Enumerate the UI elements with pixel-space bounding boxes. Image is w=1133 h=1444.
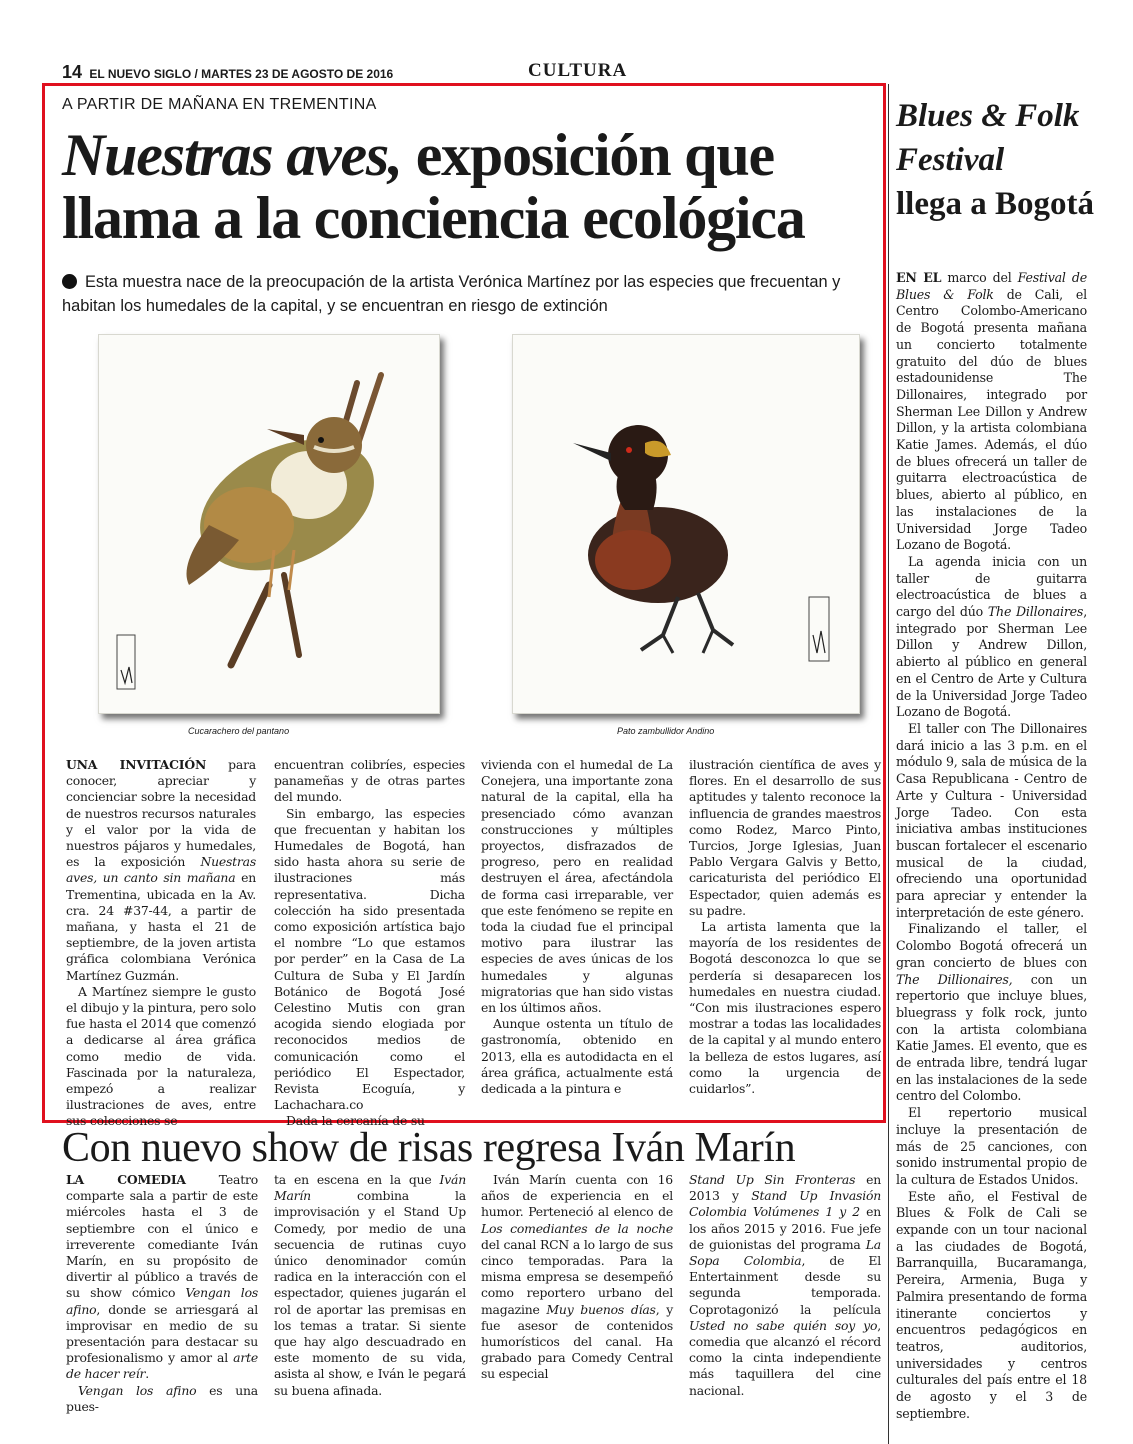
bottom-col1-p2-b: es una pues- <box>66 1382 258 1414</box>
bottom-col4-c: , de El Entertainment desde su segunda temporada. Coprotagonizó la película <box>689 1253 881 1317</box>
bottom-col4-italic-1: Stand Up Sin Fronteras <box>689 1172 856 1187</box>
side-p2-b: , integrado por Sherman Lee Dillon y Andrew Dillon, abierto al público en general en el Centro de Arte y Cultura de la Universidad Jorge Tadeo Lozano de Bogotá. <box>896 604 1087 720</box>
main-col4-p2: La artista lamenta que la mayoría de los residentes de Bogotá desconozca lo que se perdería si desaparecen los humedales en nuestra ciudad. “Con mis ilustraciones espero mostrar a todas las localidades de la capital y al mundo entero la belleza de estos lugares, así como la urgencia de cuidarlos”. <box>689 919 881 1097</box>
bottom-col-2 <box>274 1172 466 1399</box>
side-p4-italic: The Dillionaires, <box>896 971 1013 987</box>
side-article-body <box>896 270 1087 1423</box>
caption-right: Pato zambullidor Andino <box>617 726 715 736</box>
side-p5: El repertorio musical incluye la presentación de más de 25 canciones, con sonido instrumental propio de la cultura de Estados Unidos. <box>896 1105 1087 1187</box>
caption-left: Cucarachero del pantano <box>188 726 290 736</box>
bottom-col3-italic-2: Muy buenos días <box>546 1301 656 1317</box>
bottom-col-3 <box>481 1172 673 1383</box>
main-col1-p2: A Martínez siempre le gusto el dibujo y la pintura, pero solo fue hasta el 2014 que comenzó a dedicarse al área gráfica como medio de vida. Fascinada por la naturaleza, empezó a realizar ilustraciones de aves, entre sus colecciones se <box>66 983 256 1129</box>
bottom-col4-b: en los años 2015 y 2016. Fue jefe de guionistas del programa <box>689 1204 881 1252</box>
main-col1-text-a: para conocer, apreciar y concienciar sobre la necesidad de nuestros recursos naturales y el valor por la vida de nuestros pájaros y humedales, es la exposición <box>66 757 256 870</box>
bird-illustration-grebe <box>513 335 859 713</box>
main-col2-p3: Dada la cercanía de su <box>286 1113 425 1129</box>
bottom-col3-italic-1: Los comediantes de la noche <box>481 1220 673 1236</box>
bottom-col4-italic-2: Stand Up Invasión Colombia Volúmenes 1 y 2 <box>689 1188 881 1220</box>
side-headline-italic: Blues & Folk Festival <box>896 98 1080 178</box>
bottom-col3-a: Iván Marín cuenta con 16 años de experiencia en el humor. Perteneció al elenco de <box>481 1172 673 1220</box>
bottom-col1-italic-2: arte de hacer reír <box>66 1350 258 1382</box>
side-p4-a: Finalizando el taller, el Colombo Bogotá ofrecerá un gran concierto de blues con <box>896 921 1087 970</box>
page-number: 14 <box>62 62 83 82</box>
article-headline <box>62 124 882 250</box>
bird-illustration-grebe-frame <box>512 334 860 714</box>
side-lead: EN EL <box>896 270 942 285</box>
main-col3-p1: vivienda con el humedal de La Conejera, una importante zona natural de la capital, ella ha presenciado cómo avanzan construcciones y múltiples proyectos, disfrazados de progreso, pero en realidad destruyen el área, afectándola de forma casi irreparable, ver que este fenómeno se repite en toda la ciudad fue el principal motivo para ilustrar las especies de aves únicas de los humedales y algunas migratorias que han sido vistas en los últimos años. <box>481 757 673 1016</box>
side-p6: Este año, el Festival de Blues & Folk de Cali se expande con un tour nacional a las ciudades de Bogotá, Barranquilla, Bucaramanga, Pereira, Armenia, Buga y Palmira presentando de forma itinerante conciertos y encuentros pedagógicos en teatros, auditorios, universidades y centros culturales del país entre el 18 de agosto y el 3 de septiembre. <box>896 1188 1087 1421</box>
bottom-lead: LA COMEDIA <box>66 1172 186 1187</box>
bottom-col4-d: , comedia que alcanzó el récord como la cinta independiente más taquillera del cine nacional. <box>689 1317 881 1398</box>
publication-line: EL NUEVO SIGLO / MARTES 23 DE AGOSTO DE 2016 <box>89 67 394 81</box>
bottom-col2-b: combina la improvisación y el Stand Up Comedy, por medio de una secuencia de rutinas cuyo único denominador común radica en la interacción con el espectador, quienes jugarán el rol de aportar las premisas en los temas a tratar. Si siente que hay algo descuadrado en este momento de su vida, asista al show, e Iván le pegará su buena afinada. <box>274 1188 466 1398</box>
bottom-col4-italic-4: Usted no sabe quién soy yo <box>689 1317 878 1333</box>
bottom-col1-b: , donde se arriesgará al improvisar en medio de su presentación para destacar su profesionalismo y amor al <box>66 1301 258 1366</box>
main-col1-italic: Nuestras aves, un canto sin mañana <box>66 854 256 886</box>
side-p2-a: La agenda inicia con un taller de guitarra electroacústica de blues a cargo del dúo <box>896 553 1087 620</box>
summary-text: Esta muestra nace de la preocupación de la artista Verónica Martínez por las especies que frecuentan y habitan los humedales de la capital, y se encuentran en riesgo de extinción <box>62 273 841 315</box>
side-p1-a: marco del <box>941 270 1018 285</box>
main-col-3 <box>481 757 673 1097</box>
bottom-headline: Con nuevo show de risas regresa Iván Marín <box>62 1125 796 1171</box>
column-rule <box>888 84 889 1444</box>
bird-illustration-wren <box>99 335 439 713</box>
main-col4-p1: ilustración científica de aves y flores. En el desarrollo de sus aptitudes y talento reconoce la influencia de grandes maestros como Rodez, Marco Pinto, Turcios, Jorge Iglesias, Juan Pablo Vergara Galvis y Betto, caricaturista del periódico El Espectador, quien además es su padre. <box>689 757 881 918</box>
main-col2-p1: encuentran colibríes, especies panameñas y de otras partes del mundo. <box>274 757 465 805</box>
side-headline <box>896 94 1118 226</box>
main-col3-p2: Aunque ostenta un título de gastronomía, obtenido en 2013, ella es autodidacta en el área gráfica, actualmente está dedicada a la pintura e <box>481 1016 673 1097</box>
main-col-2 <box>274 757 465 1130</box>
bottom-col-4 <box>689 1172 881 1399</box>
bottom-col1-a: Teatro comparte sala a partir de este miércoles hasta el 3 de septiembre con el único e irreverente comediante Iván Marín, en su propósito de divertir al público a través de su show cómico <box>66 1172 258 1301</box>
bottom-col1-italic-1: Vengan los afino <box>66 1285 258 1317</box>
main-col-1 <box>66 757 256 1130</box>
headline-italic: Nuestras aves, <box>62 122 402 188</box>
bullet-dot-icon <box>62 274 77 289</box>
section-name: CULTURA <box>528 60 628 81</box>
bottom-col4-italic-3: La Sopa Colombia <box>689 1236 881 1269</box>
side-headline-rest: llega a Bogotá <box>896 186 1094 222</box>
bottom-col3-c: , y fue asesor de contenidos humorísticos del canal. Ha grabado para Comedy Central su especial <box>481 1301 673 1382</box>
bottom-col4-a: en 2013 y <box>689 1172 881 1204</box>
side-p1-italic: Festival de Blues & Folk <box>896 270 1087 302</box>
main-lead: UNA INVITACIÓN <box>66 757 207 772</box>
bird-illustration-wren-frame <box>98 334 440 714</box>
side-p3: El taller con The Dillonaires dará inicio a las 3 p.m. en el módulo 9, sala de música de la Casa Republicana - Centro de Arte y Cultura - Universidad Jorge Tadeo. Con esta iniciativa ambas instituciones buscan fortalecer el escenario musical de la ciudad, ofreciendo una oportunidad para apreciar y entender la interpretación de este género. <box>896 720 1087 920</box>
side-p2-italic: The Dillonaires <box>987 604 1084 620</box>
bottom-col1-c: . <box>145 1366 149 1382</box>
side-p4-b: con un repertorio que incluye blues, bluegrass y folk rock, junto con la artista colombiana Katie James. El evento, que es de entrada libre, tendrá lugar en las instalaciones de la sede centro del Colombo. <box>896 971 1087 1104</box>
article-kicker: A PARTIR DE MAÑANA EN TREMENTINA <box>62 96 377 113</box>
bottom-col2-a: ta en escena en la que <box>274 1172 440 1187</box>
bottom-col2-italic: Iván Marín <box>274 1172 466 1204</box>
bottom-col-1 <box>66 1172 258 1415</box>
artist-signature-logo <box>809 597 829 661</box>
main-col-4 <box>689 757 881 1097</box>
main-col2-p2: Sin embargo, las especies que frecuentan y habitan los Humedales de Bogotá, han sido hasta ahora su serie de ilustraciones más representativa. Dicha colección ha sido presentada como exposición artística bajo el nombre “Lo que estamos por perder” en la Casa de La Cultura de Suba y El Jardín Botánico de Bogotá José Celestino Mutis con gran acogida siendo elogiada por reconocidos medios de comunicación como el periódico El Espectador, Revista Ecoguía, y Lachachara.co <box>274 805 465 1113</box>
article-summary <box>62 270 862 318</box>
headline-rest: exposición que llama a la conciencia ecológica <box>62 122 805 251</box>
main-col1-text-b: en Trementina, ubicada en la Av. cra. 24 #37-44, a partir de mañana, y hasta el 21 de septiembre, de la joven artista gráfica colombiana Verónica Martínez Guzmán. <box>66 870 256 983</box>
bottom-col3-b: del canal RCN a lo largo de sus cinco temporadas. Para la misma empresa se desempeñó como reportero urbano del magazine <box>481 1236 673 1317</box>
side-p1-b: de Cali, el Centro Colombo-Americano de Bogotá presenta mañana un concierto totalmente gratuito del dúo de blues estadounidense The Dillonaires, integrado por Sherman Lee Dillon y Andrew Dillon, y la artista colombiana Katie James. Además, el dúo de blues ofrecerá un taller de guitarra electroacústica de blues, abierto al público, en las instalaciones de la Universidad Jorge Tadeo Lozano de Bogotá. <box>896 286 1088 553</box>
bottom-col1-p2-italic: Vengan los afino <box>78 1382 197 1398</box>
